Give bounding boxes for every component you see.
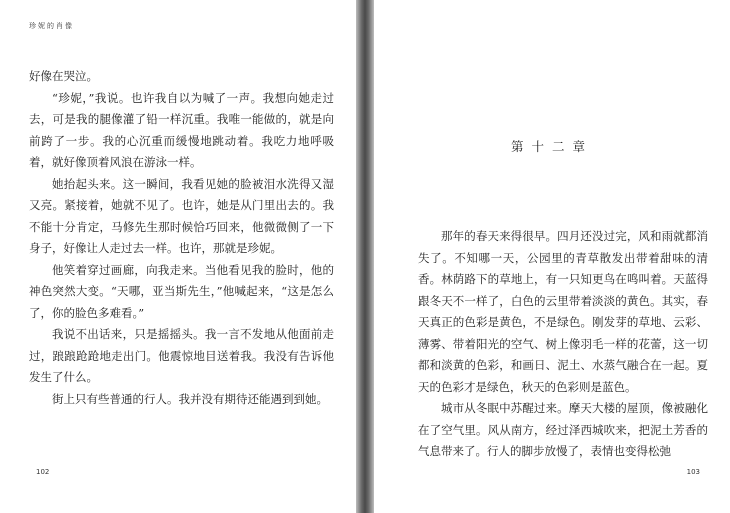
- paragraph: “珍妮，”我说。也许我自以为喊了一声。我想向她走过去，可是我的腿像灌了铅一样沉重。我唯一能做的，就是向前跨了一步。我的心沉重而缓慢地跳动着。我吃力地呼吸着，就好像顶着风浪在游泳一样。: [29, 90, 334, 169]
- paragraph: 我说不出话来，只是摇摇头。我一言不发地从他面前走过，踉踉跄跄地走出门。他震惊地目送着我。我没有告诉他发生了什么。: [29, 327, 334, 384]
- paragraph: 她抬起头来。这一瞬间，我看见她的脸被泪水洗得又湿又亮。紧接着，她就不见了。也许，她是从门里出去的。我不能十分肯定，马修先生那时候恰巧回来，他微微侧了一下身子，好像让人走过去一样。也许，那就是珍妮。: [29, 176, 334, 255]
- paragraph: 好像在哭泣。: [29, 69, 98, 83]
- paragraph: 街上只有些普通的行人。我并没有期待还能遇到到她。: [52, 391, 328, 406]
- paragraph: 他笑着穿过画廊，向我走来。当他看见我的脸时，他的神色突然大变。“天哪，亚当斯先生，”他喊起来，“这是怎么了，你的脸色多难看。”: [29, 262, 334, 320]
- chapter-title: 第十二章: [510, 139, 593, 154]
- right-body-text: [418, 226, 708, 463]
- paragraph: 那年的春天来得很早。四月还没过完，风和雨就都消失了。不知哪一天，公园里的青草散发出带着甜味的清香。林荫路下的草地上，有一只知更鸟在鸣叫着。天蓝得跟冬天不一样了，白色的云里带着淡淡的黄色。其实，春天真正的色彩是黄色，不是绿色。刚发芽的草地、云彩、薄雾、带着阳光的空气、树上像羽毛一样的花蕾，这一切都和淡黄的色彩，和画日、泥土、水蒸气融合在一起。夏天的色彩才是绿色，秋天的色彩则是蓝色。: [418, 229, 708, 394]
- page-number-left: 102: [36, 468, 50, 476]
- page-number-right: 103: [686, 468, 700, 476]
- running-head: 珍妮的肖像: [29, 22, 74, 30]
- book-gutter: [356, 0, 374, 513]
- left-body-text: [29, 66, 334, 410]
- paragraph: 城市从冬眠中苏醒过来。摩天大楼的屋顶，像被融化在了空气里。风从南方，经过泽西城吹来，把泥土芳香的气息带来了。行人的脚步放慢了，表情也变得松弛: [418, 401, 708, 458]
- right-page: [374, 0, 730, 513]
- left-page: [0, 0, 356, 513]
